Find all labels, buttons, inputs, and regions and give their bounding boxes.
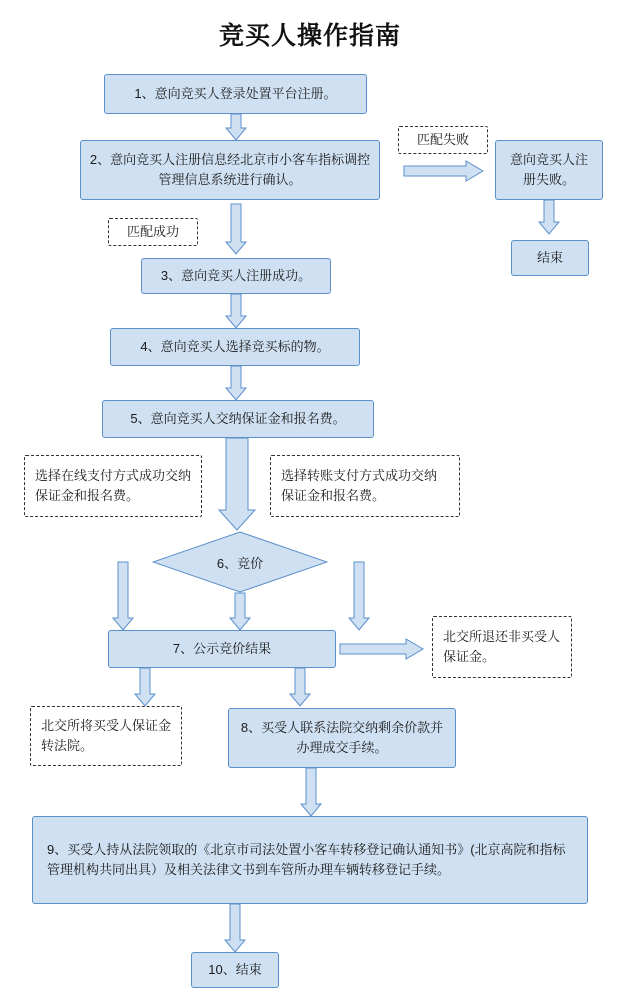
note-deposit-to-court	[30, 706, 182, 766]
note-refund-deposit-label: 北交所退还非买受人保证金。	[443, 628, 561, 664]
node-step-2-label: 2、意向竞买人注册信息经北京市小客车指标调控管理信息系统进行确认。	[89, 151, 371, 187]
node-step-7-label: 7、公示竞价结果	[172, 640, 272, 656]
node-step-8-label: 8、买受人联系法院交纳剩余价款并办理成交手续。	[240, 719, 444, 755]
arrow-step6-to-step7	[229, 593, 251, 630]
note-match-fail	[398, 126, 488, 154]
arrow-step7-to-step8	[289, 668, 311, 706]
note-transfer-payment-label: 选择转账支付方式成功交纳保证金和报名费。	[281, 467, 438, 503]
node-step-4-label: 4、意向竞买人选择竞买标的物。	[140, 338, 330, 354]
node-step-1-label: 1、意向竞买人登录处置平台注册。	[134, 85, 337, 101]
node-step-4	[110, 328, 360, 366]
node-step-5-label: 5、意向竞买人交纳保证金和报名费。	[130, 410, 346, 426]
arrow-step2-to-step3	[225, 204, 247, 254]
node-step-6-label: 6、竞价	[216, 555, 264, 571]
arrow-step2-to-fail	[404, 160, 484, 182]
node-step-1	[104, 74, 367, 114]
node-step-2	[80, 140, 380, 200]
arrow-step7-to-refund	[340, 638, 424, 660]
note-transfer-payment	[270, 455, 460, 517]
node-registration-failed-label: 意向竞买人注册失败。	[509, 151, 588, 187]
note-match-success-label: 匹配成功	[126, 223, 179, 239]
arrow-step5-to-step6	[218, 438, 256, 530]
arrow-step3-to-step4	[225, 294, 247, 328]
node-step-3-label: 3、意向竞买人注册成功。	[160, 267, 312, 283]
note-online-payment-label: 选择在线支付方式成功交纳保证金和报名费。	[35, 467, 192, 503]
note-match-success	[108, 218, 198, 246]
node-step-10-label: 10、结束	[208, 961, 262, 977]
arrow-online-to-step7	[112, 562, 134, 630]
node-step-10	[191, 952, 279, 988]
note-match-fail-label: 匹配失败	[416, 131, 469, 147]
node-step-9	[32, 816, 588, 904]
note-deposit-to-court-label: 北交所将买受人保证金转法院。	[41, 717, 172, 753]
node-step-3	[141, 258, 331, 294]
node-step-8	[228, 708, 456, 768]
page-title: 竞买人操作指南	[218, 22, 401, 50]
node-end-fail	[511, 240, 589, 276]
arrow-step9-to-step10	[224, 904, 246, 952]
node-end-fail-label: 结束	[536, 249, 563, 265]
note-online-payment	[24, 455, 202, 517]
arrow-step8-to-step9	[300, 768, 322, 816]
arrow-step1-to-step2	[225, 114, 247, 140]
note-refund-deposit	[432, 616, 572, 678]
node-step-9-label: 9、买受人持从法院领取的《北京市司法处置小客车转移登记确认通知书》(北京高院和指标管理机构共同出具）及相关法律文书到车管所办理车辆转移登记手续。	[47, 841, 566, 877]
node-step-5	[102, 400, 374, 438]
node-registration-failed	[495, 140, 603, 200]
arrow-step4-to-step5	[225, 366, 247, 400]
node-step-6	[152, 531, 328, 593]
arrow-fail-to-end	[538, 200, 560, 234]
arrow-step7-to-court-deposit	[134, 668, 156, 706]
arrow-transfer-to-step7	[348, 562, 370, 630]
node-step-7	[108, 630, 336, 668]
